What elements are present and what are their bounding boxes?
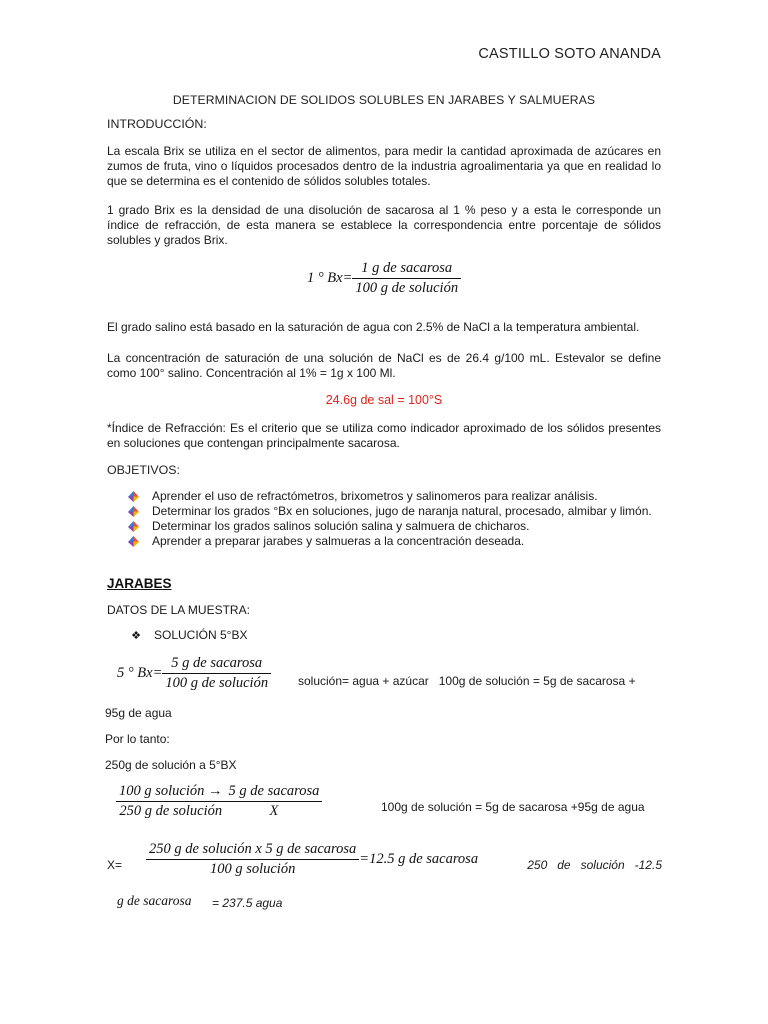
intro-paragraph-2: 1 grado Brix es la densidad de una disolución de sacarosa al 1 % peso y a esta le corresponde un índice de refracción, de esta manera se establece la correspondencia entre porcentaje de sólidos solubles y grados Brix. <box>107 203 661 247</box>
formula-5bx-fraction <box>162 656 271 691</box>
agua-calc-lhs: g de sacarosa <box>117 893 192 908</box>
objetivo-text: Aprender el uso de refractómetros, brixometros y salinomeros para realizar análisis. <box>152 489 598 503</box>
intro-heading: INTRODUCCIÓN: <box>107 117 207 131</box>
solucion-label: SOLUCIÓN 5°BX <box>154 628 248 642</box>
formula-5bx <box>117 656 271 691</box>
proportion-numerator-2: 5 g de sacarosa <box>226 784 323 802</box>
bullet-icon <box>128 521 139 532</box>
solucion-250-line: 250g de solución a 5°BX <box>105 758 237 772</box>
bullet-icon <box>128 536 139 547</box>
brix-fraction <box>352 261 461 296</box>
formula-5bx-explanation: solución= agua + azúcar 100g de solución = 5g de sacarosa + <box>298 674 636 688</box>
brix-denominator: 100 g de solución <box>355 280 459 296</box>
author-name: CASTILLO SOTO ANANDA <box>478 46 661 62</box>
list-item <box>107 504 661 519</box>
objetivos-heading: OBJETIVOS: <box>107 463 180 477</box>
solucion-item <box>130 628 248 644</box>
formula-x <box>146 842 478 877</box>
salt-saturation-note: 24.6g de sal = 100°S <box>325 393 443 407</box>
proportion-denominator-2: X <box>269 803 279 819</box>
objetivos-list <box>107 489 661 549</box>
x-label: X= <box>107 858 123 872</box>
proportion-fraction-2 <box>226 784 323 819</box>
proportion-fraction-1 <box>116 784 226 819</box>
por-lo-tanto: Por lo tanto: <box>105 732 170 746</box>
list-item <box>107 534 661 549</box>
intro-paragraph-3b: La concentración de saturación de una solución de NaCl es de 26.4 g/100 mL. Estevalor se define como 100° salino. Concentración al 1% = 1g x 100 Ml. <box>107 351 661 380</box>
brix-formula <box>307 261 461 296</box>
proportion-numerator-1: 100 g solución → <box>116 784 226 802</box>
intro-paragraph-3a: El grado salino está basado en la saturación de agua con 2.5% de NaCl a la temperatura ambiental. <box>107 320 640 334</box>
proportion-denominator-1: 250 g de solución <box>119 803 223 819</box>
list-item <box>107 519 661 534</box>
intro-paragraph-1: La escala Brix se utiliza en el sector de alimentos, para medir la cantidad aproximada de azúcares en zumos de fruta, vino o líquidos procesados dentro de la industria agroalimentaria ya que en realidad lo que se determina es el contenido de sólidos solubles totales. <box>107 144 661 188</box>
objetivo-text: Determinar los grados salinos solución salina y salmuera de chicharos. <box>152 519 530 533</box>
intro-paragraph-4: *Índice de Refracción: Es el criterio que se utiliza como indicador aproximado de los sólidos presentes en soluciones que contengan principalmente sacarosa. <box>107 421 661 450</box>
formula-5bx-denominator: 100 g de solución <box>165 675 269 691</box>
agua-calc-result: = 237.5 agua <box>212 896 283 910</box>
formula-5bx-continuation: 95g de agua <box>105 706 172 720</box>
document-title: DETERMINACION DE SOLIDOS SOLUBLES EN JARABES Y SALMUERAS <box>172 93 596 107</box>
list-item <box>107 489 661 504</box>
brix-numerator: 1 g de sacarosa <box>352 261 461 279</box>
formula-5bx-numerator: 5 g de sacarosa <box>162 656 271 674</box>
agua-calc-line: 250 de solución -12.5 <box>527 858 662 872</box>
diamond-bullet-icon: ❖ <box>131 630 141 642</box>
formula-proportion <box>116 784 322 819</box>
objetivo-text: Aprender a preparar jarabes y salmueras a la concentración deseada. <box>152 534 525 548</box>
datos-muestra-label: DATOS DE LA MUESTRA: <box>107 603 250 617</box>
objetivo-text: Determinar los grados °Bx en soluciones, jugo de naranja natural, procesado, almibar y limón. <box>152 504 652 518</box>
brix-formula-lhs: 1 ° Bx= <box>307 270 353 286</box>
proportion-explanation: 100g de solución = 5g de sacarosa +95g de agua <box>381 800 645 814</box>
formula-x-numerator: 250 g de solución x 5 g de sacarosa <box>146 842 359 860</box>
formula-x-result: =12.5 g de sacarosa <box>359 851 479 867</box>
bullet-icon <box>128 506 139 517</box>
jarabes-heading: JARABES <box>107 576 172 591</box>
formula-x-fraction <box>146 842 359 877</box>
formula-x-denominator: 100 g solución <box>209 861 296 877</box>
formula-5bx-lhs: 5 ° Bx= <box>117 665 163 681</box>
bullet-icon <box>128 491 139 502</box>
